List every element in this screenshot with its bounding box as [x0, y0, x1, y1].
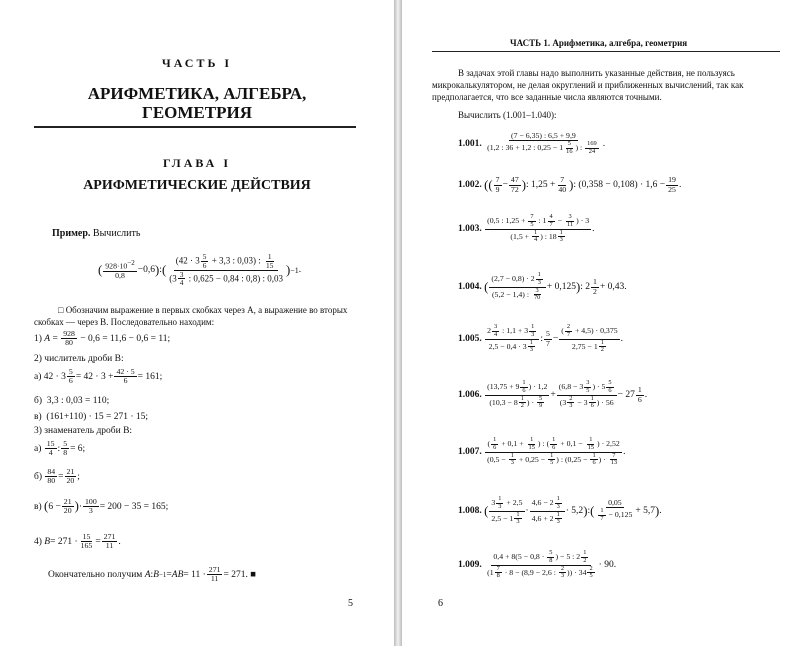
problem-1-004: 1.004. ( (2,7 − 0,8) · 2 $\frac{1}{3}$ (5,2 − 1,4) : $\frac{3}{70}$ + 0,125 ) : 2 $\frac{1}{2}$ + 0,43.: [458, 271, 627, 302]
page-number-right: 6: [438, 598, 443, 609]
head-rule: [432, 51, 780, 52]
problem-1-008: 1.008. ( 3 $\frac{1}{3}$ + 2,5 2,5 − 1 $\frac{1}{3}$ · 4,6 − 2 $\frac{1}{3}$ 4,6 + 2 $\frac{1}{3}$ · 5,2 ) : ( 0,05 $\frac{1}{7}$ − 0,125 + 5,7 ) .: [458, 495, 662, 526]
step-4: 4) B = 271 · $\frac{15}{165}$ = $\frac{271}{11}$ .: [34, 532, 121, 551]
example-expression: ( $\frac{928\cdot 10^{-2}}{0,8}$ −0,6 ) : ( (42 · 3 $\frac{5}{6}$ + 3,3 : 0,03) : $\frac{1}{15}$ (3 $\frac{3}{4}$ : 0,625 − 0,84 : 0,8) : 0,03 ) −1 .: [98, 252, 302, 288]
intro-line-3: предполагается, что все заданные числа являются точными.: [432, 92, 662, 102]
intro-line-1: В задачах этой главы надо выполнить указанные действия, не пользуясь: [458, 68, 735, 78]
step-1: 1) A = $\frac{928}{80}$ − 0,6 = 11,6 − 0,6 = 11;: [34, 329, 171, 348]
step-3: 3) знаменатель дроби B:: [34, 426, 133, 436]
problem-1-007: 1.007. ( $\frac{1}{6}$ + 0,1 + $\frac{1}{15}$ ) : ( $\frac{1}{6}$ + 0,1 − $\frac{1}{15}$ ) · 2,52 (0,5 − $\frac{1}{3}$ + 0,25 − $\frac{1}{5}$ ) : (0,25 − $\frac{1}{6}$ ) · $\frac{7}{13}$ .: [458, 436, 626, 467]
compute-range: Вычислить (1.001–1.040):: [458, 110, 557, 120]
step-3a: а) $\frac{15}{4}$ : $\frac{5}{8}$ = 6;: [34, 439, 86, 458]
problem-1-003: 1.003. (0,5 : 1,25 + $\frac{7}{5}$ : 1 $\frac{4}{7}$ − $\frac{3}{11}$ ) · 3 (1,5 + $\frac{1}{4}$ ) : 18 $\frac{1}{3}$ .: [458, 213, 595, 244]
title-rule: [34, 126, 356, 128]
step-3b: б) $\frac{84}{80}$ = $\frac{21}{20}$ ;: [34, 467, 80, 486]
final-line: Окончательно получим A : B −1 = AB = 11 · $\frac{271}{11}$ = 271. ■: [48, 565, 256, 584]
page-number-left: 5: [348, 598, 353, 609]
right-page: [402, 0, 800, 646]
left-page: [0, 0, 394, 646]
step-2b: б) 3,3 : 0,03 = 110;: [34, 396, 110, 406]
part-subtitle-line2: ГЕОМЕТРИЯ: [142, 103, 252, 122]
step-2a: а) 42 · 3 $\frac{5}{6}$ = 42 · 3 + $\frac{42 \cdot 5}{6}$ = 161;: [34, 367, 163, 386]
solution-paragraph-1: □ Обозначим выражение в первых скобках через A, а выражение во вторых: [58, 305, 348, 315]
intro-line-2: микрокалькулятором, не делая округлений и приближенных вычислений, так как: [432, 80, 744, 90]
part-title: ЧАСТЬ I: [161, 56, 233, 70]
part-subtitle-line1: АРИФМЕТИКА, АЛГЕБРА,: [87, 84, 307, 103]
step-3c: в) ( 6 − $\frac{21}{20}$ ) · $\frac{100}{3}$ = 200 − 35 = 165;: [34, 497, 169, 516]
step-2c: в) (161+110) · 15 = 271 · 15;: [34, 412, 149, 422]
chapter-label: ГЛАВА I: [162, 156, 231, 170]
problem-1-009: 1.009. 0,4 + 8(5 − 0,8 · $\frac{5}{8}$ ) − 5 : 2 $\frac{1}{2}$ (1 $\frac{7}{8}$ · 8 − (8,9 − 2,6 : $\frac{2}{3}$ )) · 34 $\frac{2}{5}$ · 90.: [458, 549, 617, 580]
running-head: ЧАСТЬ 1. Арифметика, алгебра, геометрия: [510, 38, 688, 48]
example-label: Пример.: [52, 228, 91, 239]
solution-paragraph-2: скобках — через B. Последовательно находим:: [34, 317, 215, 327]
book-gutter: [394, 0, 402, 646]
step-2: 2) числитель дроби B:: [34, 354, 124, 364]
problem-1-006: 1.006. (13,75 + 9 $\frac{1}{6}$ ) · 1,2 (10,3 − 8 $\frac{1}{2}$ ) · $\frac{5}{9}$ + (6,8 − 3 $\frac{3}{5}$ ) · 5 $\frac{5}{6}$ (3 $\frac{2}{3}$ − 3 $\frac{1}{6}$ ) · 56 − 27 $\frac{1}{6}$ .: [458, 379, 648, 410]
example-text: Вычислить: [92, 228, 141, 239]
problem-1-001: 1.001. (7 − 6,35) : 6,5 + 9,9 (1,2 : 36 + 1,2 : 0,25 − 1 $\frac{5}{16}$ ) : $\frac{169}{24}$ .: [458, 131, 606, 156]
problem-1-002: 1.002. (( $\frac{7}{9}$ − $\frac{47}{72}$ ) : 1,25 + $\frac{7}{40}$ ) : (0,358 − 0,108) · 1,6 − $\frac{19}{25}$ .: [458, 175, 682, 194]
chapter-title: АРИФМЕТИЧЕСКИЕ ДЕЙСТВИЯ: [83, 178, 311, 193]
example-line: [52, 228, 140, 239]
problem-1-005: 1.005. 2 $\frac{3}{4}$ : 1,1 + 3 $\frac{1}{3}$ 2,5 − 0,4 · 3 $\frac{1}{3}$ : $\frac{5}{7}$ − ( $\frac{2}{7}$ + 4,5) · 0,375 2,75 − 1 $\frac{1}{2}$ .: [458, 323, 623, 354]
